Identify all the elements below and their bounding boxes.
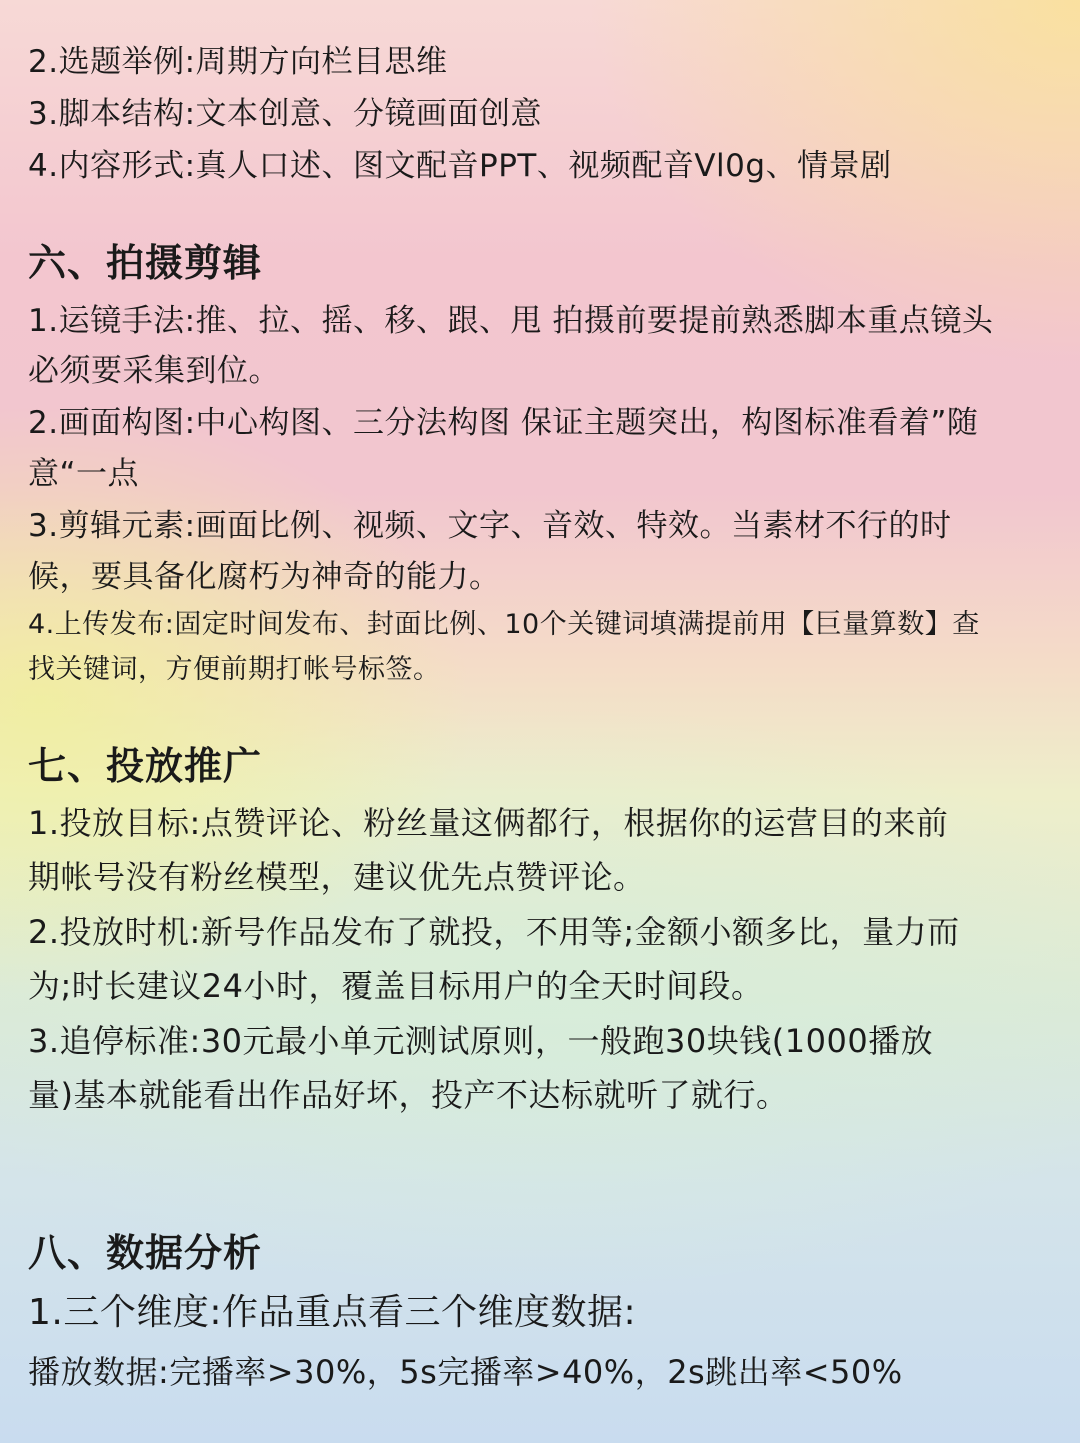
section6-line-6: 候，要具备化腐朽为神奇的能力。 bbox=[28, 559, 501, 595]
section6-heading: 六、拍摄剪辑 bbox=[28, 241, 263, 285]
section6-line-8: 找关键词，方便前期打帐号标签。 bbox=[28, 654, 441, 685]
section7-line-1: 1.投放目标:点赞评论、粉丝量这俩都行，根据你的运营目的来前 bbox=[28, 804, 949, 842]
section7-line-6: 量)基本就能看出作品好坏，投产不达标就听了就行。 bbox=[28, 1076, 789, 1114]
section7-heading: 七、投放推广 bbox=[28, 744, 263, 788]
section5-item-3: 3.脚本结构:文本创意、分镜画面创意 bbox=[28, 96, 543, 132]
section7-line-3: 2.投放时机:新号作品发布了就投，不用等;金额小额多比，量力而 bbox=[28, 913, 960, 951]
section6-line-7: 4.上传发布:固定时间发布、封面比例、10个关键词填满提前用【巨量算数】查 bbox=[28, 609, 980, 640]
section6-line-3: 2.画面构图:中心构图、三分法构图 保证主题突出，构图标准看着”随 bbox=[28, 405, 979, 441]
section8-line-1: 1.三个维度:作品重点看三个维度数据: bbox=[28, 1292, 637, 1333]
section8-heading: 八、数据分析 bbox=[28, 1231, 263, 1275]
section8-line-2: 播放数据:完播率>30%，5s完播率>40%，2s跳出率<50% bbox=[28, 1353, 903, 1391]
section6-line-5: 3.剪辑元素:画面比例、视频、文字、音效、特效。当素材不行的时 bbox=[28, 508, 952, 544]
section5-item-4: 4.内容形式:真人口述、图文配音PPT、视频配音Vl0g、情景剧 bbox=[28, 148, 892, 184]
section7-line-2: 期帐号没有粉丝模型，建议优先点赞评论。 bbox=[28, 858, 646, 896]
section6-line-2: 必须要采集到位。 bbox=[28, 353, 280, 389]
section6-line-1: 1.运镜手法:推、拉、摇、移、跟、甩 拍摄前要提前熟悉脚本重点镜头 bbox=[28, 303, 994, 339]
section7-line-4: 为;时长建议24小时，覆盖目标用户的全天时间段。 bbox=[28, 967, 764, 1005]
section5-item-2: 2.选题举例:周期方向栏目思维 bbox=[28, 44, 448, 80]
section6-line-4: 意“一点 bbox=[28, 456, 140, 492]
section7-line-5: 3.追停标准:30元最小单元测试原则，一般跑30块钱(1000播放 bbox=[28, 1022, 934, 1060]
